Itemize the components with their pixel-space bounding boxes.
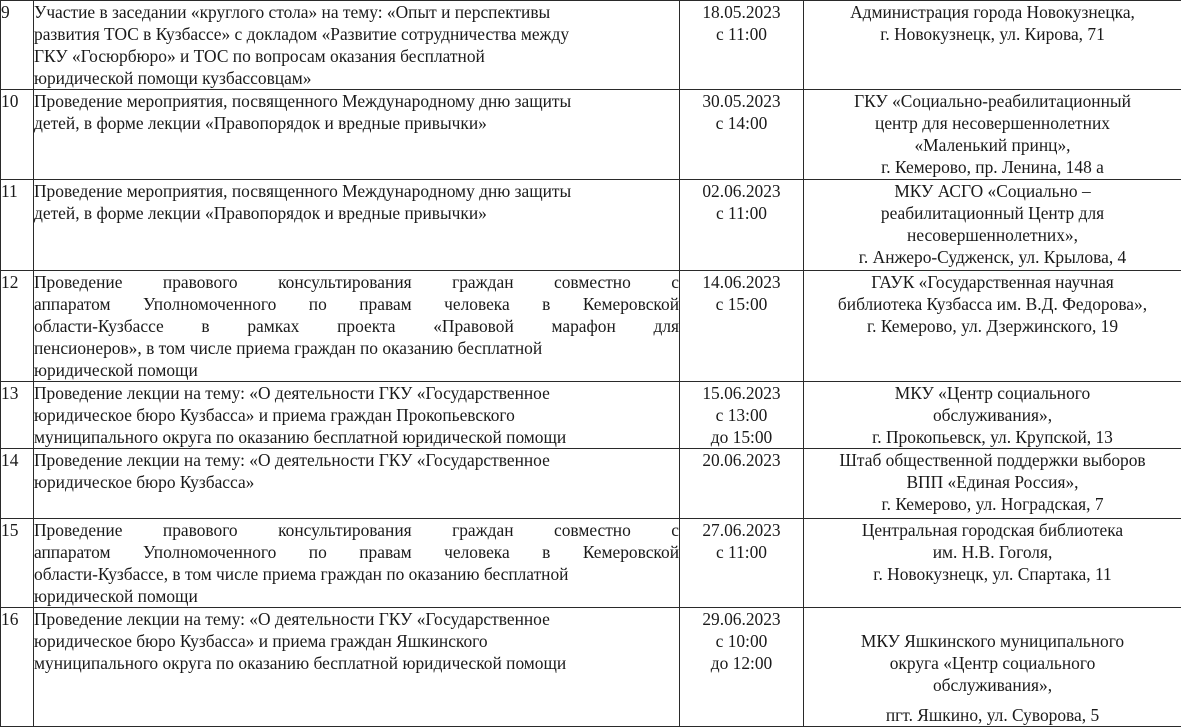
- location-line: ВПП «Единая Россия»,: [804, 471, 1181, 493]
- description-line: муниципального округа по оказанию бесплатной юридической помощи: [34, 652, 679, 674]
- row-number: 13: [1, 382, 34, 449]
- location-line: г. Кемерово, ул. Ноградская, 7: [804, 493, 1181, 515]
- description-line: Проведение мероприятия, посвященного Международному дню защиты: [34, 90, 679, 112]
- event-date-time: [680, 180, 804, 271]
- event-location: [804, 271, 1181, 382]
- location-line: «Маленький принц»,: [804, 134, 1181, 156]
- date-line: с 11:00: [680, 202, 803, 224]
- event-description: [34, 271, 680, 382]
- date-line: 30.05.2023: [680, 90, 803, 112]
- table-row: [1, 519, 1181, 608]
- date-line: до 15:00: [680, 426, 803, 448]
- date-line: 18.05.2023: [680, 1, 803, 23]
- location-line: им. Н.В. Гоголя,: [804, 541, 1181, 563]
- location-line: центр для несовершеннолетних: [804, 112, 1181, 134]
- description-line: области-Кузбассе, в том числе приема граждан по оказанию бесплатной: [34, 563, 679, 585]
- location-line: Штаб общественной поддержки выборов: [804, 449, 1181, 471]
- location-line: МКУ «Центр социального: [804, 382, 1181, 404]
- event-description: [34, 519, 680, 608]
- event-location: [804, 90, 1181, 180]
- table-row: [1, 180, 1181, 271]
- table-row: [1, 90, 1181, 180]
- location-line: г. Анжеро-Судженск, ул. Крылова, 4: [804, 246, 1181, 268]
- description-line: аппаратом Уполномоченного по правам человека в Кемеровской: [34, 541, 679, 563]
- date-line: 02.06.2023: [680, 180, 803, 202]
- event-location: [804, 382, 1181, 449]
- row-number: 15: [1, 519, 34, 608]
- event-date-time: [680, 271, 804, 382]
- event-description: [34, 90, 680, 180]
- description-line: юридическое бюро Кузбасса»: [34, 471, 679, 493]
- description-line: Проведение правового консультирования граждан совместно с: [34, 271, 679, 293]
- location-line: г. Кемерово, ул. Дзержинского, 19: [804, 315, 1181, 337]
- date-line: с 14:00: [680, 112, 803, 134]
- description-line: юридической помощи: [34, 585, 679, 607]
- event-location: [804, 1, 1181, 90]
- event-description: [34, 449, 680, 519]
- table-row: [1, 271, 1181, 382]
- description-line: развития ТОС в Кузбассе» с докладом «Развитие сотрудничества между: [34, 23, 679, 45]
- event-description: [34, 382, 680, 449]
- location-line: обслуживания»,: [804, 674, 1181, 696]
- location-line: ГКУ «Социально-реабилитационный: [804, 90, 1181, 112]
- date-line: с 11:00: [680, 541, 803, 563]
- description-line: Проведение лекции на тему: «О деятельности ГКУ «Государственное: [34, 382, 679, 404]
- location-line: МКУ АСГО «Социально –: [804, 180, 1181, 202]
- date-line: с 11:00: [680, 23, 803, 45]
- table-row: [1, 382, 1181, 449]
- date-line: до 12:00: [680, 652, 803, 674]
- location-line: округа «Центр социального: [804, 652, 1181, 674]
- row-number: 12: [1, 271, 34, 382]
- event-location: [804, 180, 1181, 271]
- location-line: библиотека Кузбасса им. В.Д. Федорова»,: [804, 293, 1181, 315]
- description-line: Проведение правового консультирования граждан совместно с: [34, 519, 679, 541]
- description-line: Участие в заседании «круглого стола» на тему: «Опыт и перспективы: [34, 1, 679, 23]
- description-line: ГКУ «Госюрбюро» и ТОС по вопросам оказания бесплатной: [34, 45, 679, 67]
- event-date-time: [680, 382, 804, 449]
- event-date-time: [680, 1, 804, 90]
- date-line: с 10:00: [680, 630, 803, 652]
- description-line: Проведение лекции на тему: «О деятельности ГКУ «Государственное: [34, 449, 679, 471]
- event-date-time: [680, 608, 804, 727]
- date-line: 27.06.2023: [680, 519, 803, 541]
- description-line: аппаратом Уполномоченного по правам человека в Кемеровской: [34, 293, 679, 315]
- location-line: [804, 696, 1181, 704]
- row-number: 10: [1, 90, 34, 180]
- event-date-time: [680, 519, 804, 608]
- date-line: 29.06.2023: [680, 608, 803, 630]
- description-line: юридической помощи: [34, 359, 679, 381]
- location-line: г. Новокузнецк, ул. Спартака, 11: [804, 563, 1181, 585]
- location-line: г. Новокузнецк, ул. Кирова, 71: [804, 23, 1181, 45]
- location-line: обслуживания»,: [804, 404, 1181, 426]
- date-line: 14.06.2023: [680, 271, 803, 293]
- location-line: Центральная городская библиотека: [804, 519, 1181, 541]
- description-line: детей, в форме лекции «Правопорядок и вредные привычки»: [34, 112, 679, 134]
- row-number: 9: [1, 1, 34, 90]
- table-row: [1, 449, 1181, 519]
- description-line: Проведение лекции на тему: «О деятельности ГКУ «Государственное: [34, 608, 679, 630]
- row-number: 11: [1, 180, 34, 271]
- description-line: области-Кузбассе в рамках проекта «Правовой марафон для: [34, 315, 679, 337]
- description-line: муниципального округа по оказанию бесплатной юридической помощи: [34, 426, 679, 448]
- event-location: [804, 519, 1181, 608]
- description-line: юридической помощи кузбассовцам»: [34, 67, 679, 89]
- event-description: [34, 1, 680, 90]
- event-description: [34, 608, 680, 727]
- event-description: [34, 180, 680, 271]
- description-line: Проведение мероприятия, посвященного Международному дню защиты: [34, 180, 679, 202]
- description-line: пенсионеров», в том числе приема граждан по оказанию бесплатной: [34, 337, 679, 359]
- description-line: юридическое бюро Кузбасса» и приема граждан Прокопьевского: [34, 404, 679, 426]
- location-line: реабилитационный Центр для: [804, 202, 1181, 224]
- event-date-time: [680, 449, 804, 519]
- table-row: [1, 1, 1181, 90]
- date-line: 15.06.2023: [680, 382, 803, 404]
- event-location: [804, 608, 1181, 727]
- location-line: ГАУК «Государственная научная: [804, 271, 1181, 293]
- description-line: детей, в форме лекции «Правопорядок и вредные привычки»: [34, 202, 679, 224]
- event-date-time: [680, 90, 804, 180]
- date-line: с 15:00: [680, 293, 803, 315]
- location-line: г. Прокопьевск, ул. Крупской, 13: [804, 426, 1181, 448]
- location-line: Администрация города Новокузнецка,: [804, 1, 1181, 23]
- row-number: 14: [1, 449, 34, 519]
- date-line: с 13:00: [680, 404, 803, 426]
- location-line: несовершеннолетних»,: [804, 224, 1181, 246]
- location-line: г. Кемерово, пр. Ленина, 148 а: [804, 156, 1181, 178]
- row-number: 16: [1, 608, 34, 727]
- table-row: [1, 608, 1181, 727]
- event-location: [804, 449, 1181, 519]
- date-line: 20.06.2023: [680, 449, 803, 471]
- location-line: пгт. Яшкино, ул. Суворова, 5: [804, 704, 1181, 726]
- location-line: МКУ Яшкинского муниципального: [804, 630, 1181, 652]
- description-line: юридическое бюро Кузбасса» и приема граждан Яшкинского: [34, 630, 679, 652]
